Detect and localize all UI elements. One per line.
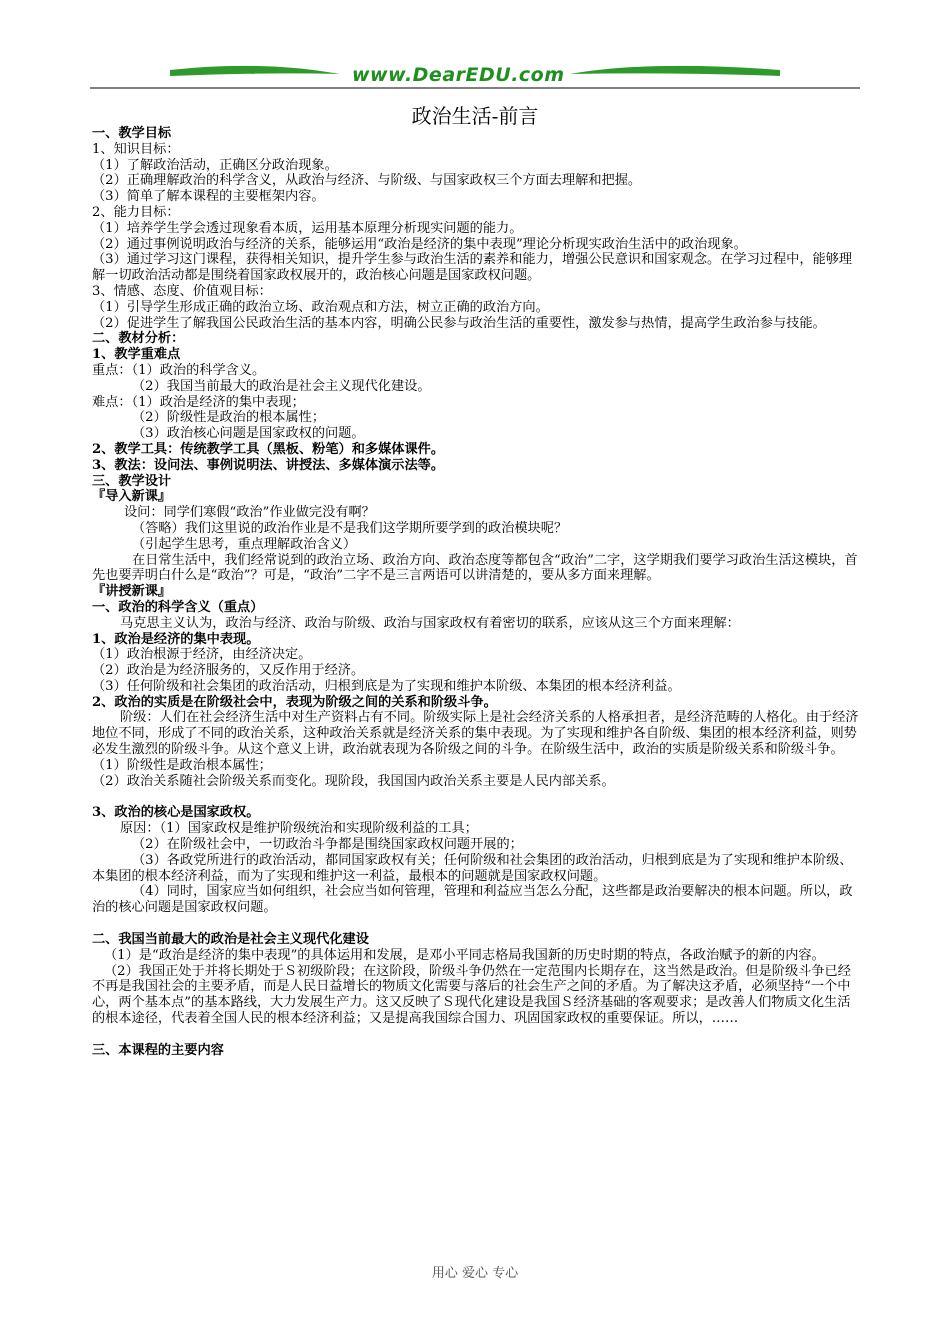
text-line: 2、能力目标：: [92, 204, 180, 220]
spacer: [92, 789, 862, 805]
text-line: （1）阶级性是政治根本属性；: [92, 757, 272, 773]
section-heading: 3、教法：设问法、事例说明法、讲授法、多媒体演示法等。: [92, 457, 445, 473]
text-line: （3）通过学习这门课程，获得相关知识，提升学生参与政治生活的素养和能力，增强公民意识和国家观念。在学习过程中，能够理解一切政治活动都是围绕着国家政权展开的，政治核心问题是国家政权问题。: [92, 252, 853, 284]
section-heading: 2、政治的实质是在阶级社会中，表现为阶级之间的关系和阶级斗争。: [92, 694, 497, 710]
text-line: 难点：（1）政治是经济的集中表现；: [92, 394, 305, 410]
section-heading: 『导入新课』: [92, 489, 172, 505]
section-heading: 2、教学工具：传统教学工具（黑板、粉笔）和多媒体课件。: [92, 441, 445, 457]
text-line: 阶级：人们在社会经济生活中对生产资料占有不同。阶级实际上是社会经济关系的人格承担者，是经济范畴的人格化。由于经济地位不同，形成了不同的政治关系，这种政治关系就是经济关系的集中表现。为了实现和维护各自阶级、集团的根本经济利益，则势必发生激烈的阶级斗争。从这个意义上讲，政治就表现为各阶级之间的斗争。在阶级生活中，政治的实质是阶级关系和阶级斗争。: [92, 710, 859, 758]
text-line: （2）促进学生了解我国公民政治生活的基本内容，明确公民参与政治生活的重要性，激发参与热情，提高学生政治参与技能。: [92, 315, 826, 331]
text-line: （1）引导学生形成正确的政治立场、政治观点和方法，树立正确的政治方向。: [92, 299, 549, 315]
text-line: （1）培养学生学会透过现象看本质，运用基本原理分析现实问题的能力。: [92, 220, 523, 236]
text-line: （1）了解政治活动，正确区分政治现象。: [92, 157, 338, 173]
text-line: 3、情感、态度、价值观目标：: [92, 283, 272, 299]
section-heading: 三、本课程的主要内容: [92, 1042, 224, 1058]
page-title: 政治生活-前言: [411, 104, 539, 128]
text-line: （2）阶级性是政治的根本属性；: [132, 410, 326, 426]
text-line: （2）在阶级社会中，一切政治斗争都是围绕国家政权问题开展的；: [132, 837, 523, 853]
text-line: （1）政治根源于经济，由经济决定。: [92, 647, 312, 663]
text-line: （2）我国当前最大的政治是社会主义现代化建设。: [132, 378, 431, 394]
section-heading: 一、教学目标: [92, 126, 172, 141]
text-line: （2）政治是为经济服务的，又反作用于经济。: [92, 663, 365, 679]
text-line: （3）任何阶级和社会集团的政治活动，归根到底是为了实现和维护本阶级、本集团的根本经济利益。: [92, 678, 681, 694]
text-line: 重点：（1）政治的科学含义。: [92, 362, 266, 378]
text-line: （3）政治核心问题是国家政权的问题。: [132, 426, 365, 442]
text-line: 原因：（1）国家政权是维护阶级统治和实现阶级利益的工具；: [120, 821, 478, 837]
text-line: （引起学生思考，重点理解政治含义）: [132, 536, 357, 552]
spacer: [92, 1027, 862, 1043]
text-line: （2）我国正处于并将长期处于Ｓ初级阶段；在这阶段，阶级斗争仍然在一定范围内长期存在，这当然是政治。但是阶级斗争已经不再是我国社会的主要矛盾，而是人民日益增长的物质文化需要与落后的社会生产之间的矛盾。为了解决这矛盾，必须坚持“一个中心，两个基本点”的基本路线，大力发展生产力。这又反映了Ｓ现代化建设是我国Ｓ经济基础的客观要求；是改善人们物质文化生活的根本途径，代表着全国人民的根本经济利益；又是提高我国综合国力、巩固国家政权的重要保证。所以，……: [92, 963, 851, 1027]
section-heading: 一、政治的科学含义（重点）: [92, 599, 264, 615]
text-line: （1）是“政治是经济的集中表现”的具体运用和发展，是邓小平同志格局我国新的历史时期的特点，各政治赋予的新的内容。: [104, 947, 825, 963]
text-line: （3）简单了解本课程的主要框架内容。: [92, 189, 325, 205]
section-heading: 1、政治是经济的集中表现。: [92, 631, 260, 647]
text-line: （3）各政党所进行的政治活动，都同国家政权有关；任何阶级和社会集团的政治活动，归根到底是为了实现和维护本阶级、本集团的根本经济利益，而为了实现和维护这一利益，最根本的问题就是国家政权问题。: [92, 852, 853, 884]
text-line: （2）政治关系随社会阶级关系而变化。现阶段，我国国内政治关系主要是人民内部关系。: [92, 773, 615, 789]
text-line: （答略）我们这里说的政治作业是不是我们这学期所要学到的政治模块呢？: [132, 520, 568, 536]
text-line: （2）通过事例说明政治与经济的关系，能够运用“政治是经济的集中表现”理论分析现实政治生活中的政治现象。: [92, 236, 747, 252]
text-line: （2）正确理解政治的科学含义，从政治与经济、与阶级、与国家政权三个方面去理解和把握。: [92, 173, 642, 189]
text-line: （4）同时，国家应当如何组织，社会应当如何管理，管理和利益应当怎么分配，这些都是政治要解决的根本问题。所以，政治的核心问题是国家政权问题。: [92, 884, 853, 916]
document-body: [92, 126, 862, 1059]
site-logo-text: www.DearEDU.com: [352, 64, 565, 86]
page-footer: 用心 爱心 专心: [431, 1266, 519, 1281]
section-heading: 1、教学重难点: [92, 347, 181, 363]
section-heading: 二、教材分析：: [92, 331, 185, 347]
text-line: 在日常生活中，我们经常说到的政治立场、政治方向、政治态度等都包含“政治”二字，这学期我们要学习政治生活这模块，首先也要弄明白什么是“政治”？可是，“政治”二字不是三言两语可以讲清楚的，要从多方面来理解。: [92, 552, 858, 584]
text-line: 马克思主义认为，政治与经济、政治与阶级、政治与国家政权有着密切的联系，应该从这三个方面来理解：: [120, 615, 740, 631]
text-line: 1、知识目标：: [92, 141, 180, 157]
section-heading: 3、政治的核心是国家政权。: [92, 805, 260, 821]
section-heading: 二、我国当前最大的政治是社会主义现代化建设: [92, 932, 369, 948]
section-heading: 『讲授新课』: [92, 584, 172, 600]
section-heading: 三、教学设计: [92, 473, 172, 489]
text-line: 设问：同学们寒假“政治”作业做完没有啊？: [124, 505, 375, 521]
spacer: [92, 916, 862, 932]
